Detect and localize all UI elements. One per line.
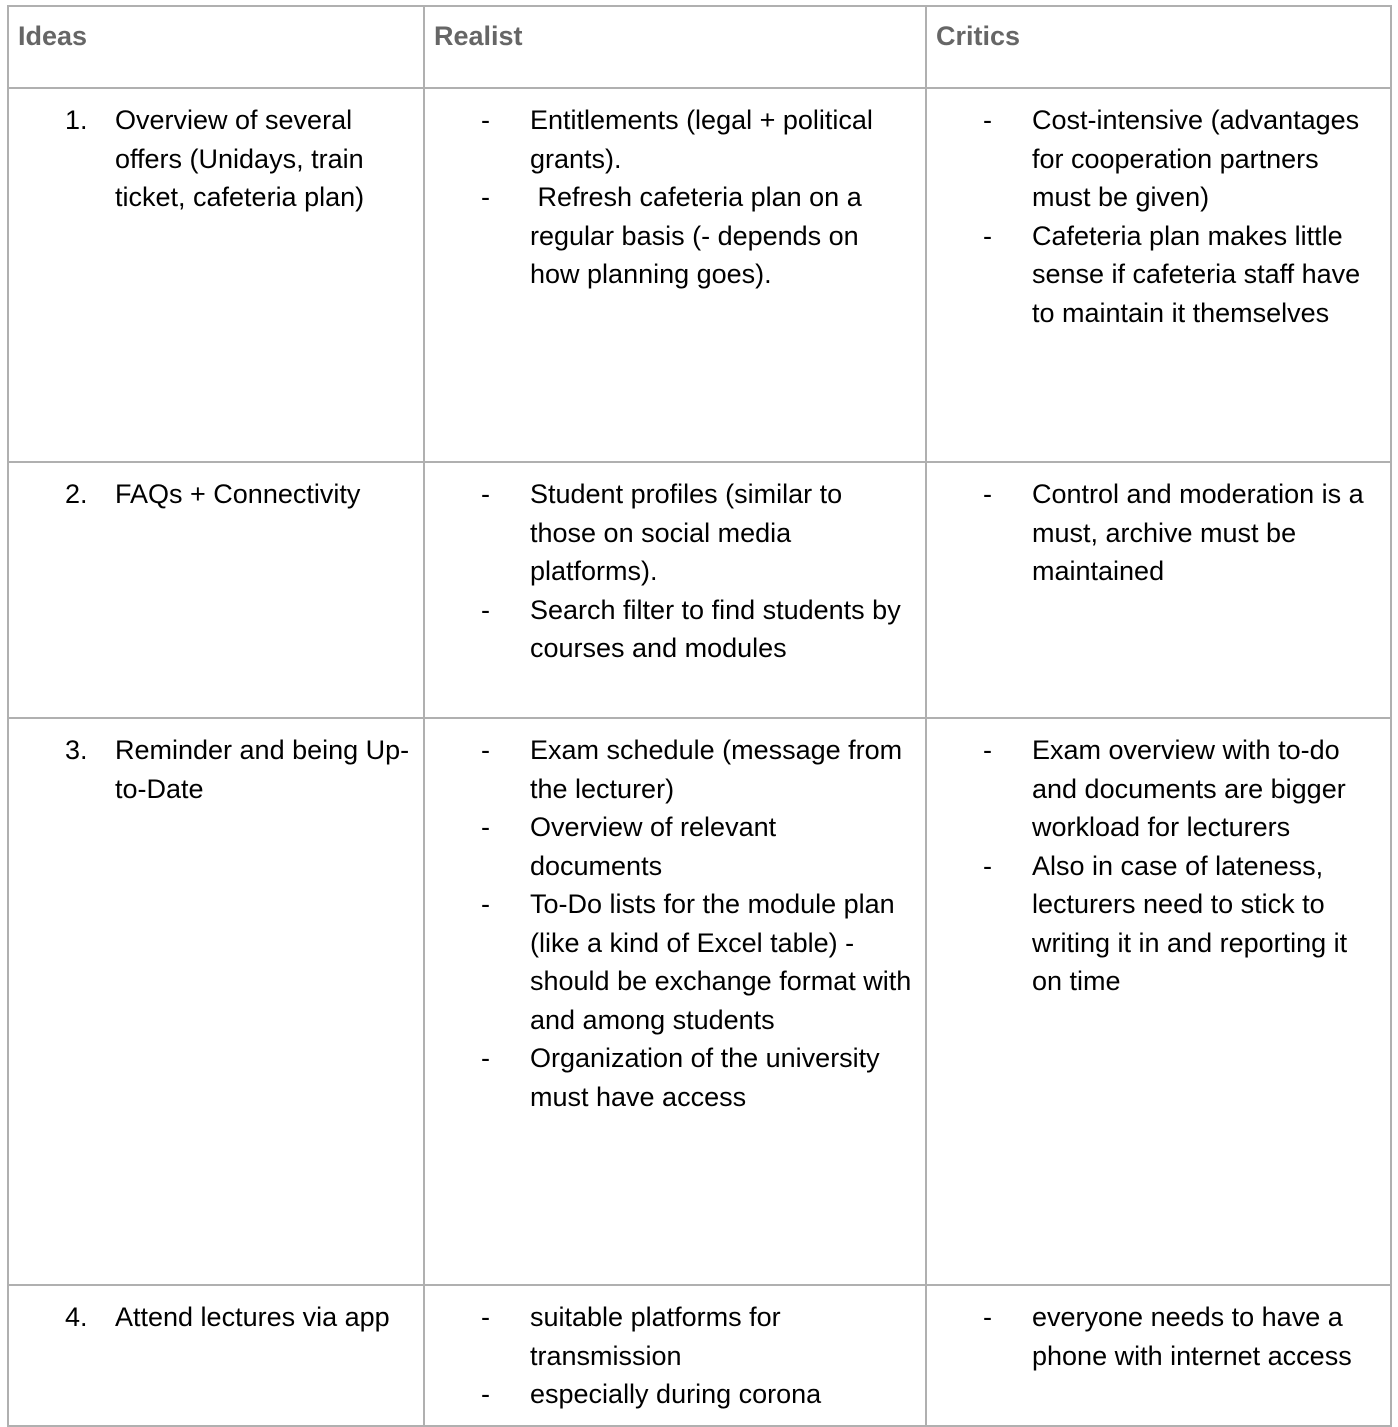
realist-cell <box>424 718 926 1285</box>
header-row <box>8 6 1391 88</box>
idea-text: FAQs + Connectivity <box>115 479 361 509</box>
dash-bullet: - <box>481 1043 490 1073</box>
idea-text: Reminder and being Up- to-Date <box>115 735 410 804</box>
critics-cell <box>926 718 1391 1285</box>
realist-cell <box>424 462 926 718</box>
table-row <box>8 88 1391 462</box>
idea-cell <box>8 462 424 718</box>
dash-bullet: - <box>983 1302 992 1332</box>
idea-number: 1. <box>65 105 88 135</box>
idea-number: 2. <box>65 479 88 509</box>
table-row <box>8 718 1391 1285</box>
list-item: - Overview of relevant documents <box>425 808 915 885</box>
dash-bullet: - <box>481 889 490 919</box>
idea-number: 3. <box>65 735 88 765</box>
list-item: - Cafeteria plan makes little sense if cafeteria staff have to maintain it themselves <box>927 217 1380 333</box>
table-row <box>8 462 1391 718</box>
list-item: - Student profiles (similar to those on social media platforms). <box>425 475 915 591</box>
idea-text: Attend lectures via app <box>115 1302 390 1332</box>
list-item: - Entitlements (legal + political grants). <box>425 101 915 178</box>
list-item: - Refresh cafeteria plan on a regular basis (- depends on how planning goes). <box>425 178 915 294</box>
idea-cell <box>8 1285 424 1426</box>
list-item: - suitable platforms for transmission <box>425 1298 915 1375</box>
idea-cell <box>8 88 424 462</box>
dash-bullet: - <box>983 479 992 509</box>
header-critics: Critics <box>926 6 1391 88</box>
dash-bullet: - <box>983 105 992 135</box>
critics-cell <box>926 462 1391 718</box>
list-item: - Cost-intensive (advantages for cooperation partners must be given) <box>927 101 1380 217</box>
dash-bullet: - <box>481 1302 490 1332</box>
list-item: - Search filter to find students by courses and modules <box>425 591 915 668</box>
table-row <box>8 1285 1391 1426</box>
dash-bullet: - <box>481 1379 490 1409</box>
dash-bullet: - <box>983 735 992 765</box>
header-ideas: Ideas <box>8 6 424 88</box>
idea-cell <box>8 718 424 1285</box>
list-item: - Exam schedule (message from the lecturer) <box>425 731 915 808</box>
dash-bullet: - <box>481 105 490 135</box>
dash-bullet: - <box>481 812 490 842</box>
idea-number: 4. <box>65 1302 88 1332</box>
critics-cell <box>926 1285 1391 1426</box>
list-item: - Also in case of lateness, lecturers need to stick to writing it in and reporting it on time <box>927 847 1380 1001</box>
list-item: - To-Do lists for the module plan (like a kind of Excel table) - should be exchange format with and among students <box>425 885 915 1039</box>
list-item: - Organization of the university must have access <box>425 1039 915 1116</box>
dash-bullet: - <box>481 479 490 509</box>
list-item: - everyone needs to have a phone with internet access <box>927 1298 1380 1375</box>
header-realist: Realist <box>424 6 926 88</box>
ideas-table <box>7 5 1392 1427</box>
dash-bullet: - <box>983 220 992 251</box>
list-item: - especially during corona <box>425 1375 915 1414</box>
list-item: - Exam overview with to-do and documents are bigger workload for lecturers <box>927 731 1380 847</box>
dash-bullet: - <box>983 850 992 881</box>
realist-cell <box>424 1285 926 1426</box>
critics-cell <box>926 88 1391 462</box>
idea-text: Overview of several offers (Unidays, train ticket, cafeteria plan) <box>115 105 365 212</box>
dash-bullet: - <box>481 735 490 765</box>
dash-bullet: - <box>481 182 490 212</box>
realist-cell <box>424 88 926 462</box>
list-item: - Control and moderation is a must, archive must be maintained <box>927 475 1380 591</box>
dash-bullet: - <box>481 594 490 625</box>
